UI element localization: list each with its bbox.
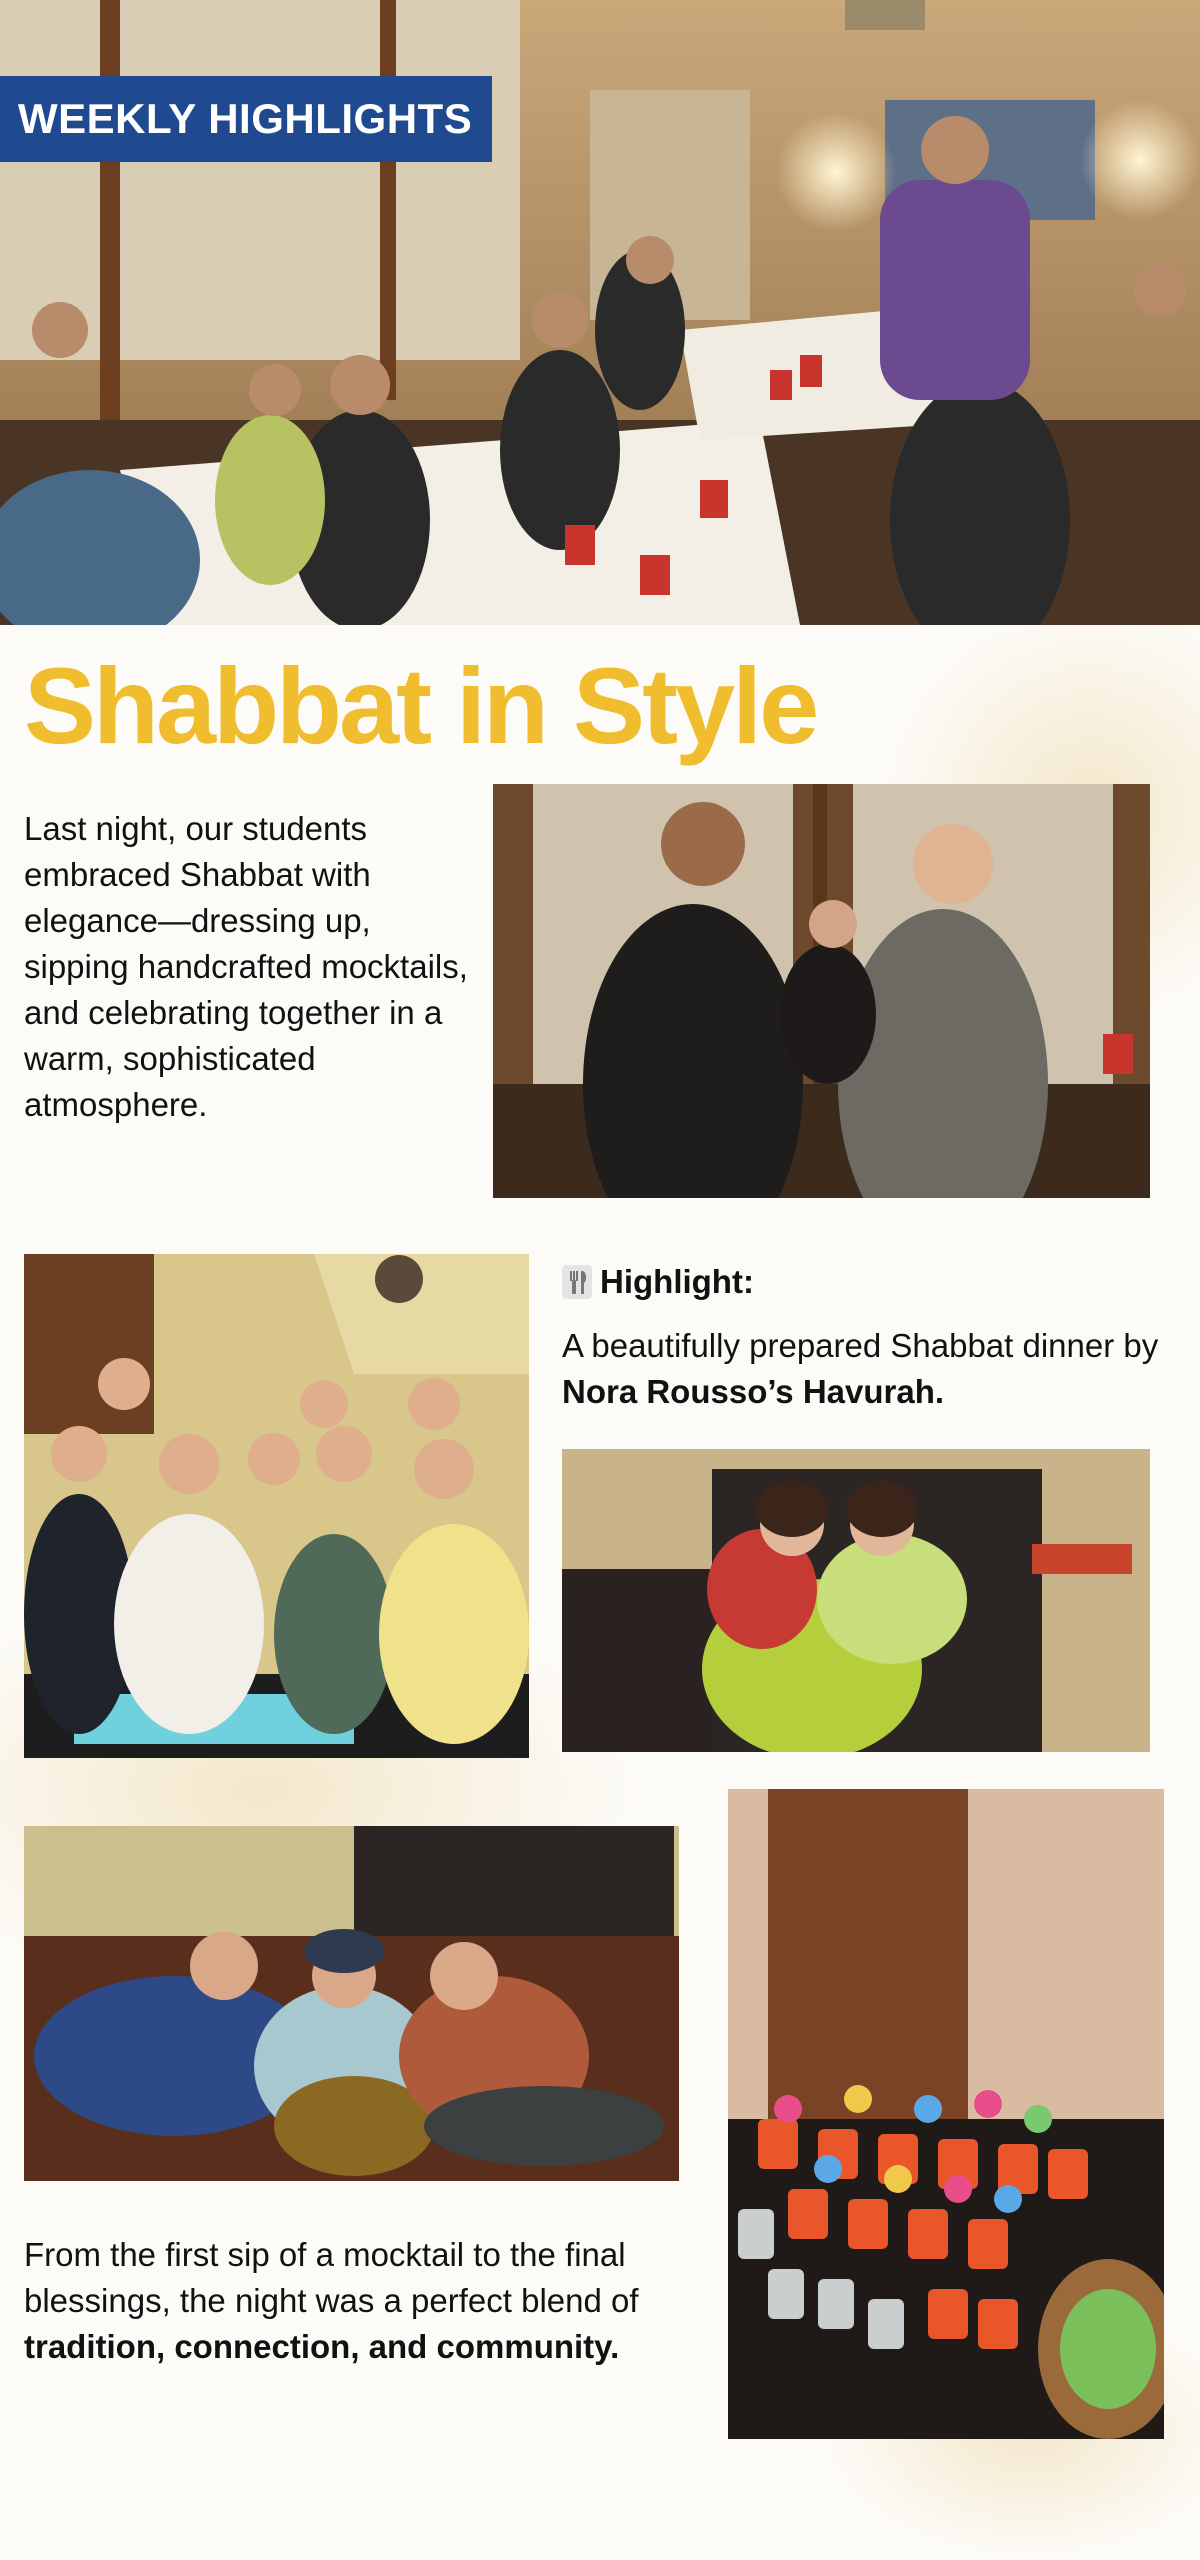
photo-students-couch <box>24 1826 679 2181</box>
weekly-highlights-badge: WEEKLY HIGHLIGHTS <box>0 76 492 162</box>
highlight-text-before: A beautifully prepared Shabbat dinner by <box>562 1327 1159 1364</box>
photo-havurah-group <box>24 1254 529 1758</box>
photo-students-relaxing <box>562 1449 1150 1752</box>
closing-text-before: From the first sip of a mocktail to the final blessings, the night was a perfect blend of <box>24 2236 639 2319</box>
photo-mocktails-table <box>728 1789 1164 2439</box>
intro-paragraph: Last night, our students embraced Shabbat with elegance—dressing up, sipping handcrafted mocktails, and celebrating together in a warm, sophisticated atmosphere. <box>24 810 468 1123</box>
hero-photo-dinner <box>0 0 1200 625</box>
highlight-label: Highlight: <box>600 1263 754 1300</box>
fork-knife-icon <box>562 1265 592 1299</box>
highlight-text <box>562 1323 1162 1415</box>
closing-text-bold: tradition, connection, and community. <box>24 2328 620 2365</box>
highlight-havurah-name: Nora Rousso’s Havurah. <box>562 1373 945 1410</box>
highlight-heading <box>562 1263 754 1301</box>
page-title: Shabbat in Style <box>24 645 817 766</box>
closing-paragraph <box>24 2232 644 2370</box>
photo-handshake <box>493 784 1150 1198</box>
